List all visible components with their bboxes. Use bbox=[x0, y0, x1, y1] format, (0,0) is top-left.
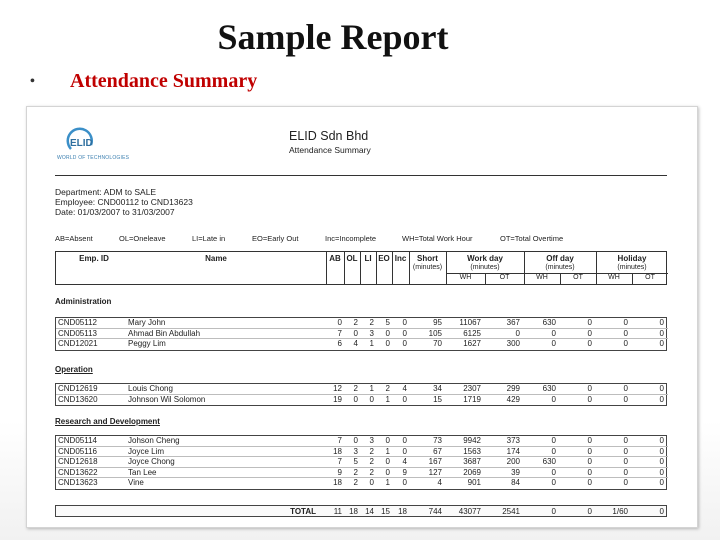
table-cell: 167 bbox=[428, 457, 442, 466]
table-cell: 84 bbox=[511, 478, 520, 487]
table-cell: 0 bbox=[659, 478, 664, 487]
total-cell: 15 bbox=[381, 507, 390, 516]
section-heading: Administration bbox=[55, 297, 112, 306]
table-cell: 7 bbox=[337, 328, 342, 338]
total-cell: 18 bbox=[349, 507, 358, 516]
elid-logo-icon bbox=[63, 127, 97, 153]
table-cell: 3 bbox=[369, 436, 374, 445]
table-cell: 0 bbox=[623, 394, 628, 404]
total-cell: 43077 bbox=[458, 507, 481, 516]
col-work-ot: OT bbox=[499, 274, 510, 281]
meta-date: Date: 01/03/2007 to 31/03/2007 bbox=[55, 207, 175, 217]
table-cell: 0 bbox=[402, 394, 407, 404]
table-cell: 300 bbox=[506, 339, 520, 348]
legend-inc: Inc=Incomplete bbox=[325, 234, 377, 243]
table-cell: 127 bbox=[428, 467, 442, 477]
table-cell: 174 bbox=[506, 446, 520, 456]
table-cell: 1 bbox=[369, 339, 374, 348]
table-cell: 0 bbox=[402, 339, 407, 348]
table-cell: 0 bbox=[402, 436, 407, 445]
table-cell: 6 bbox=[337, 339, 342, 348]
table-cell: Vine bbox=[128, 478, 144, 487]
table-cell: 0 bbox=[551, 328, 556, 338]
table-cell: CND12618 bbox=[58, 457, 98, 466]
table-cell: 95 bbox=[433, 318, 442, 327]
table-cell: 0 bbox=[551, 478, 556, 487]
meta-department: Department: ADM to SALE bbox=[55, 187, 157, 197]
table-cell: 1 bbox=[385, 394, 390, 404]
table-cell: 18 bbox=[333, 446, 342, 456]
table-cell: CND05112 bbox=[58, 318, 97, 327]
table-cell: Louis Chong bbox=[128, 384, 173, 393]
table-cell: 19 bbox=[333, 394, 342, 404]
logo-wordmark: ELID bbox=[70, 138, 93, 149]
table-cell: 0 bbox=[385, 328, 390, 338]
table-cell: 0 bbox=[353, 328, 358, 338]
table-cell: 1 bbox=[385, 478, 390, 487]
col-holiday-unit: (minutes) bbox=[617, 264, 647, 271]
table-cell: 0 bbox=[623, 478, 628, 487]
col-emp-id: Emp. ID bbox=[79, 254, 109, 263]
col-name: Name bbox=[205, 254, 227, 263]
table-cell: 630 bbox=[542, 457, 556, 466]
total-cell: 744 bbox=[428, 507, 442, 516]
legend-ab: AB=Absent bbox=[55, 234, 93, 243]
total-cell: 18 bbox=[398, 507, 407, 516]
table-cell: 4 bbox=[402, 384, 407, 393]
table-cell: 0 bbox=[623, 318, 628, 327]
table-cell: 0 bbox=[587, 318, 592, 327]
col-holiday: Holiday bbox=[617, 254, 647, 263]
table-cell: 0 bbox=[587, 394, 592, 404]
table-cell: 0 bbox=[402, 478, 407, 487]
table-cell: 4 bbox=[353, 339, 358, 348]
table-cell: 15 bbox=[433, 394, 442, 404]
table-cell: Tan Lee bbox=[128, 467, 157, 477]
col-short: Short bbox=[417, 254, 438, 263]
table-cell: Joyce Lim bbox=[128, 446, 165, 456]
table-cell: 5 bbox=[385, 318, 390, 327]
table-cell: CND12619 bbox=[58, 384, 98, 393]
table-cell: 0 bbox=[353, 436, 358, 445]
table-cell: 2 bbox=[369, 457, 374, 466]
table-row bbox=[56, 395, 668, 406]
table-cell: CND05116 bbox=[58, 446, 97, 456]
table-cell: 0 bbox=[623, 446, 628, 456]
table-row bbox=[56, 478, 668, 489]
table-cell: 1563 bbox=[463, 446, 481, 456]
section-heading: Research and Development bbox=[55, 417, 160, 426]
col-hol-wh: WH bbox=[608, 274, 620, 281]
table-cell: 0 bbox=[587, 446, 592, 456]
table-cell: Johson Cheng bbox=[128, 436, 180, 445]
table-cell: Mary John bbox=[128, 318, 166, 327]
table-cell: 0 bbox=[659, 467, 664, 477]
total-cell: 2541 bbox=[502, 507, 520, 516]
table-cell: 1 bbox=[369, 384, 374, 393]
table-cell: 0 bbox=[623, 339, 628, 348]
table-cell: 0 bbox=[587, 467, 592, 477]
total-cell: 11 bbox=[333, 507, 342, 516]
table-cell: 0 bbox=[623, 436, 628, 445]
table-cell: 11067 bbox=[459, 318, 481, 327]
col-off-wh: WH bbox=[536, 274, 548, 281]
table-cell: 9942 bbox=[463, 436, 481, 445]
table-cell: 0 bbox=[659, 436, 664, 445]
table-cell: 0 bbox=[551, 394, 556, 404]
table-cell: 0 bbox=[659, 339, 664, 348]
table-cell: 0 bbox=[551, 446, 556, 456]
logo-tagline: WORLD OF TECHNOLOGIES bbox=[57, 155, 130, 161]
table-cell: 630 bbox=[542, 318, 556, 327]
bullet-icon: • bbox=[30, 74, 35, 90]
table-row bbox=[56, 457, 668, 468]
table-cell: 73 bbox=[433, 436, 442, 445]
table-cell: 2 bbox=[369, 446, 374, 456]
table-cell: 7 bbox=[337, 457, 342, 466]
table-cell: 18 bbox=[333, 478, 342, 487]
table-cell: 0 bbox=[623, 384, 628, 393]
table-cell: 0 bbox=[353, 394, 358, 404]
col-ol: OL bbox=[346, 254, 358, 263]
table-cell: 0 bbox=[402, 318, 407, 327]
table-cell: 0 bbox=[515, 328, 520, 338]
table-cell: 7 bbox=[337, 436, 342, 445]
table-cell: 1 bbox=[385, 446, 390, 456]
table-cell: 6125 bbox=[463, 328, 481, 338]
table-row bbox=[56, 468, 668, 479]
col-short-unit: (minutes) bbox=[412, 264, 443, 271]
table-row bbox=[56, 318, 668, 329]
col-eo: EO bbox=[378, 254, 390, 263]
table-cell: CND12021 bbox=[58, 339, 98, 348]
table-cell: 0 bbox=[623, 328, 628, 338]
table-cell: CND13622 bbox=[58, 467, 98, 477]
table-row bbox=[56, 339, 668, 350]
table-group bbox=[55, 435, 667, 490]
report-subtitle: Attendance Summary bbox=[289, 145, 371, 155]
header-divider bbox=[55, 175, 667, 176]
col-off-ot: OT bbox=[573, 274, 583, 281]
table-cell: 901 bbox=[467, 478, 481, 487]
table-cell: 0 bbox=[587, 384, 592, 393]
table-cell: 0 bbox=[551, 467, 556, 477]
col-hol-ot: OT bbox=[645, 274, 655, 281]
total-cell: 1/60 bbox=[612, 507, 628, 516]
table-group bbox=[55, 317, 667, 351]
table-row bbox=[56, 447, 668, 458]
col-off-day: Off day bbox=[546, 254, 574, 263]
table-cell: 0 bbox=[659, 318, 664, 327]
table-cell: 2 bbox=[353, 318, 358, 327]
slide-title: Sample Report bbox=[217, 17, 449, 57]
table-cell: 0 bbox=[385, 457, 390, 466]
table-cell: 34 bbox=[433, 384, 442, 393]
legend-li: LI=Late in bbox=[192, 234, 226, 243]
table-cell: 0 bbox=[659, 446, 664, 456]
total-cell: 0 bbox=[551, 507, 556, 516]
table-cell: 70 bbox=[433, 339, 442, 348]
table-cell: 0 bbox=[623, 467, 628, 477]
table-cell: CND05114 bbox=[58, 436, 97, 445]
table-cell: 9 bbox=[402, 467, 407, 477]
company-name: ELID Sdn Bhd bbox=[289, 129, 369, 143]
table-cell: 2 bbox=[353, 478, 358, 487]
table-cell: 0 bbox=[587, 339, 592, 348]
table-cell: 367 bbox=[506, 318, 520, 327]
table-header bbox=[55, 251, 667, 285]
col-work-day-unit: (minutes) bbox=[470, 264, 500, 271]
table-cell: 0 bbox=[369, 394, 374, 404]
table-cell: 2 bbox=[369, 318, 374, 327]
table-group bbox=[55, 383, 667, 406]
table-cell: 0 bbox=[385, 467, 390, 477]
table-cell: Ahmad Bin Abdullah bbox=[128, 328, 201, 338]
table-cell: 0 bbox=[659, 328, 664, 338]
table-cell: 2 bbox=[353, 467, 358, 477]
table-cell: 3687 bbox=[463, 457, 481, 466]
table-cell: 0 bbox=[587, 436, 592, 445]
table-cell: 630 bbox=[542, 384, 556, 393]
table-cell: 0 bbox=[337, 318, 342, 327]
table-cell: 0 bbox=[369, 478, 374, 487]
table-cell: 0 bbox=[402, 328, 407, 338]
total-cell: 0 bbox=[659, 507, 664, 516]
table-cell: 429 bbox=[506, 394, 520, 404]
total-cell: 0 bbox=[587, 507, 592, 516]
table-cell: 0 bbox=[587, 328, 592, 338]
table-cell: 0 bbox=[587, 457, 592, 466]
col-work-wh: WH bbox=[459, 274, 472, 281]
total-row bbox=[55, 505, 667, 517]
meta-employee: Employee: CND00112 to CND13623 bbox=[55, 197, 193, 207]
table-cell: 0 bbox=[551, 436, 556, 445]
table-cell: 0 bbox=[659, 394, 664, 404]
table-cell: 200 bbox=[506, 457, 520, 466]
table-cell: 0 bbox=[659, 384, 664, 393]
table-cell: 2 bbox=[385, 384, 390, 393]
col-off-day-unit: (minutes) bbox=[545, 264, 575, 271]
table-cell: 4 bbox=[402, 457, 407, 466]
section-heading: Operation bbox=[55, 365, 93, 374]
col-li: LI bbox=[364, 254, 372, 263]
table-row bbox=[56, 436, 668, 447]
table-cell: 0 bbox=[587, 478, 592, 487]
table-row bbox=[56, 384, 668, 395]
table-cell: 2 bbox=[353, 384, 358, 393]
table-cell: 0 bbox=[385, 339, 390, 348]
table-cell: 0 bbox=[623, 457, 628, 466]
table-cell: 1627 bbox=[463, 339, 481, 348]
legend-ot: OT=Total Overtime bbox=[500, 234, 564, 243]
legend-eo: EO=Early Out bbox=[252, 234, 299, 243]
bullet-heading: Attendance Summary bbox=[70, 70, 258, 92]
table-cell: 39 bbox=[511, 467, 520, 477]
table-cell: Joyce Chong bbox=[128, 457, 175, 466]
table-cell: 105 bbox=[428, 328, 442, 338]
table-cell: 5 bbox=[353, 457, 358, 466]
table-cell: CND13620 bbox=[58, 394, 98, 404]
table-cell: 0 bbox=[551, 339, 556, 348]
table-cell: CND13623 bbox=[58, 478, 98, 487]
bullet-item bbox=[30, 70, 257, 93]
table-row bbox=[56, 329, 668, 340]
table-cell: 0 bbox=[402, 446, 407, 456]
table-cell: Johnson Wil Solomon bbox=[128, 394, 206, 404]
table-cell: 9 bbox=[337, 467, 342, 477]
table-cell: 2 bbox=[369, 467, 374, 477]
table-cell: 12 bbox=[333, 384, 342, 393]
table-cell: 4 bbox=[437, 478, 442, 487]
col-ab: AB bbox=[329, 254, 341, 263]
table-cell: 67 bbox=[433, 446, 442, 456]
legend-wh: WH=Total Work Hour bbox=[402, 234, 473, 243]
company-logo bbox=[57, 127, 130, 162]
report-image bbox=[26, 106, 698, 528]
col-inc: Inc bbox=[394, 254, 407, 263]
table-cell: Peggy Lim bbox=[128, 339, 166, 348]
table-cell: 373 bbox=[506, 436, 520, 445]
table-cell: 2069 bbox=[463, 467, 481, 477]
table-cell: 0 bbox=[659, 457, 664, 466]
table-cell: 3 bbox=[353, 446, 358, 456]
table-cell: 299 bbox=[506, 384, 520, 393]
table-cell: CND05113 bbox=[58, 328, 97, 338]
table-cell: 1719 bbox=[463, 394, 481, 404]
total-cell: 14 bbox=[365, 507, 374, 516]
legend-ol: OL=Oneleave bbox=[119, 234, 166, 243]
table-cell: 2307 bbox=[463, 384, 481, 393]
total-label: TOTAL bbox=[290, 507, 316, 516]
table-cell: 3 bbox=[369, 328, 374, 338]
col-work-day: Work day bbox=[467, 254, 503, 263]
table-cell: 0 bbox=[385, 436, 390, 445]
